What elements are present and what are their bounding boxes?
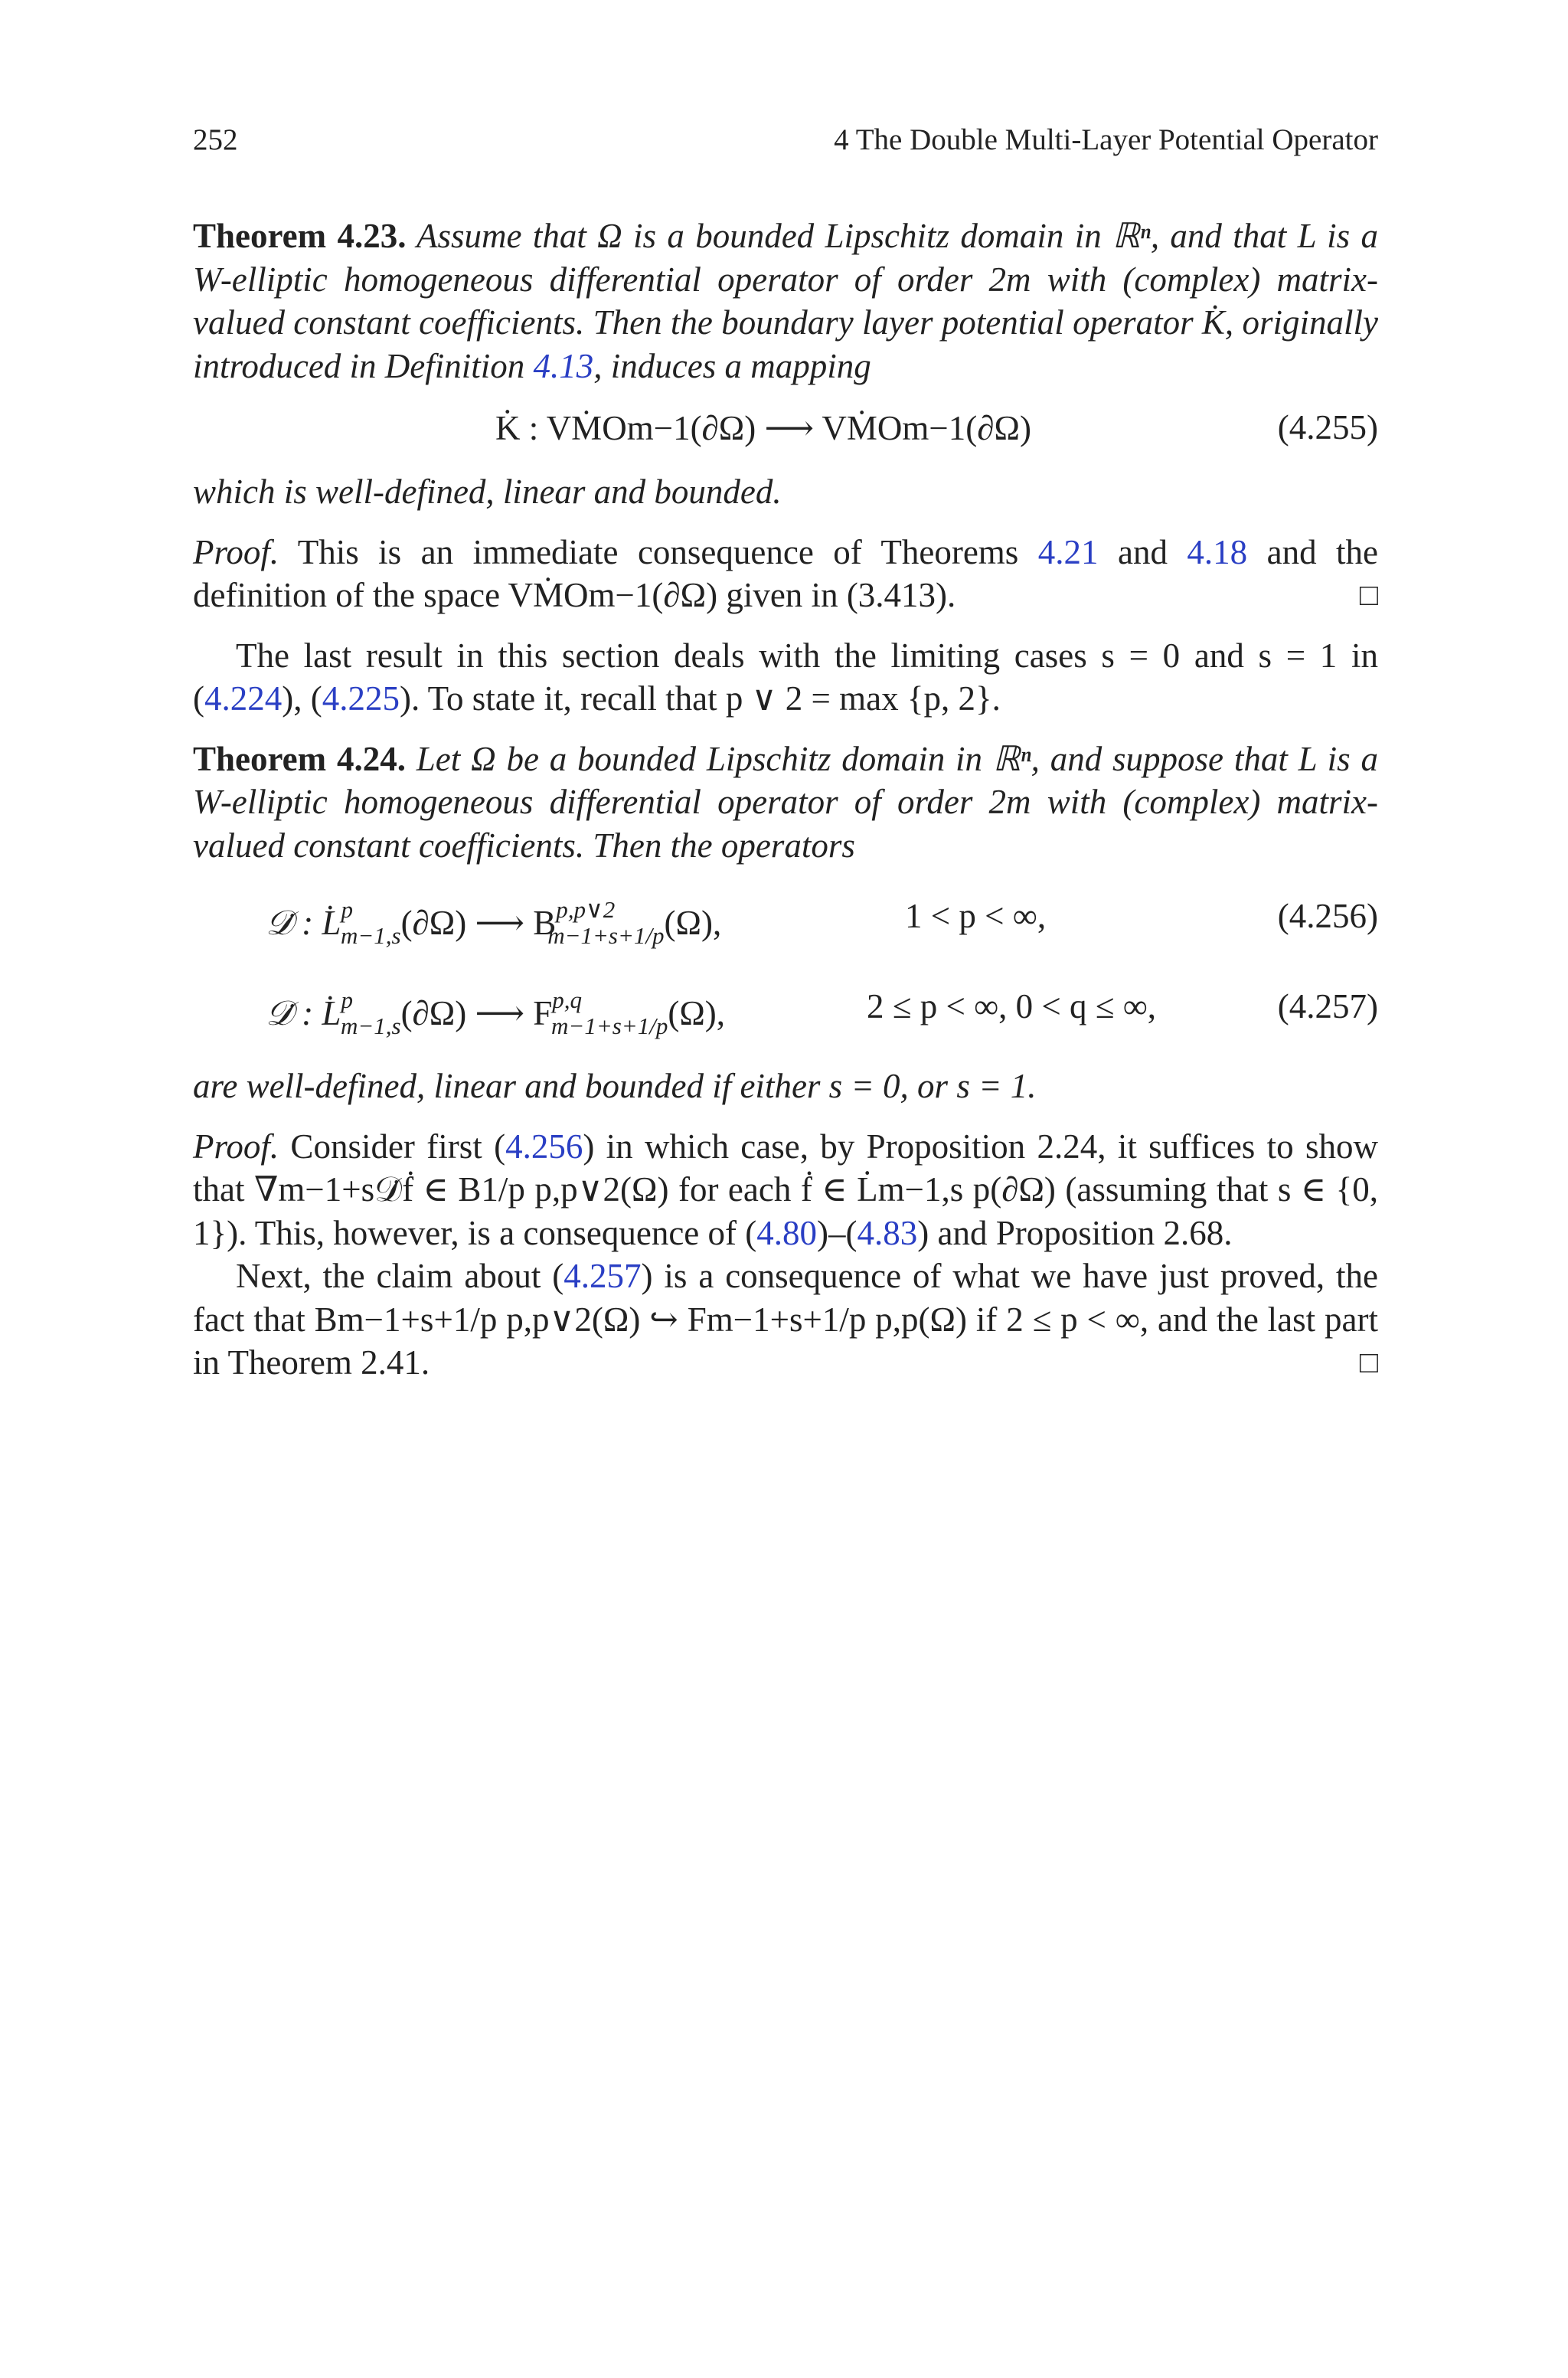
equation-body: K̇ : VṀOm−1(∂Ω) ⟶ VṀOm−1(∂Ω) bbox=[495, 409, 1031, 447]
proof-label: Proof. bbox=[193, 1127, 279, 1166]
paragraph-text: ), ( bbox=[282, 679, 322, 718]
proof-text: and bbox=[1098, 532, 1187, 571]
paragraph-text: ) is a consequence of what we have just proved, the fact that Bm−1+s+1/p p,p∨2(Ω) ↪ Fm−1+s+1/p p,p(Ω) if 2 ≤ p < ∞, and the last part in Theorem 2.41. bbox=[193, 1257, 1378, 1382]
equation-number: (4.256) bbox=[1277, 897, 1378, 935]
theorem-text: Assume that Ω is a bounded Lipschitz domain in ℝⁿ, and that L is a W-elliptic homogeneous differential operator of order 2m with (complex) matrix-valued constant coefficients. Then the boundary layer potential operator K̇, originally introduced in Definition bbox=[193, 217, 1378, 385]
equation-sup: p,p∨2 bbox=[556, 896, 616, 923]
equation-4-256 bbox=[193, 881, 1378, 971]
definition-link[interactable]: 4.13 bbox=[533, 346, 594, 385]
paragraph-text: The last result in this section deals with the limiting cases s = 0 and s = 1 in ( bbox=[193, 636, 1378, 718]
equation-sub: m−1,s bbox=[340, 922, 401, 949]
qed-symbol: □ bbox=[1359, 1345, 1378, 1379]
equation-number: (4.257) bbox=[1277, 987, 1378, 1025]
qed-symbol: □ bbox=[1359, 577, 1378, 612]
theorem-label: Theorem 4.24. bbox=[193, 739, 406, 778]
running-title: 4 The Double Multi-Layer Potential Operator bbox=[834, 123, 1378, 156]
equation-sub: m−1,s bbox=[340, 1012, 401, 1039]
equation-tail: (Ω), bbox=[664, 904, 722, 942]
theorem-4-23 bbox=[193, 214, 1378, 388]
theorem-text-end: , induces a mapping bbox=[593, 346, 871, 385]
next-claim-paragraph bbox=[193, 1254, 1378, 1385]
equation-body bbox=[266, 896, 721, 950]
proof-4-23 bbox=[193, 531, 1378, 617]
proof-4-24 bbox=[193, 1125, 1378, 1255]
equation-sup: p bbox=[341, 986, 353, 1013]
theorem-label: Theorem 4.23. bbox=[193, 217, 407, 255]
proof-text: and the definition of the space VṀOm−1(∂Ω) given in (3.413). bbox=[193, 532, 1379, 614]
paragraph-text: Next, the claim about ( bbox=[236, 1257, 564, 1295]
equation-condition: 2 ≤ p < ∞, 0 < q ≤ ∞, bbox=[867, 987, 1157, 1025]
theorem-4-24-conclusion: are well-defined, linear and bounded if either s = 0, or s = 1. bbox=[193, 1067, 1037, 1105]
equation-condition: 1 < p < ∞, bbox=[905, 897, 1047, 935]
equation-link-4-256[interactable]: 4.256 bbox=[505, 1127, 583, 1166]
equation-link-4-225[interactable]: 4.225 bbox=[322, 679, 400, 718]
page-number: 252 bbox=[193, 123, 238, 156]
theorem-link-4-21[interactable]: 4.21 bbox=[1037, 532, 1099, 571]
equation-link-4-80[interactable]: 4.80 bbox=[756, 1213, 817, 1252]
theorem-text: Let Ω be a bounded Lipschitz domain in ℝⁿ, and suppose that L is a W-elliptic homogeneous differential operator of order 2m with (complex) matrix-valued constant coefficients. Then the operators bbox=[193, 739, 1379, 865]
equation-sub: m−1+s+1/p bbox=[551, 1012, 668, 1039]
equation-lhs: 𝒟̇ : L̇ bbox=[266, 994, 341, 1032]
equation-mid: (∂Ω) ⟶ F bbox=[400, 994, 553, 1032]
equation-sup: p,q bbox=[552, 986, 583, 1013]
equation-body bbox=[266, 986, 725, 1040]
proof-text: This is an immediate consequence of Theorems bbox=[279, 532, 1038, 571]
equation-sub: m−1+s+1/p bbox=[547, 922, 665, 949]
equation-mid: (∂Ω) ⟶ B bbox=[400, 904, 557, 942]
proof-label: Proof. bbox=[193, 532, 279, 571]
theorem-4-24 bbox=[193, 738, 1378, 868]
theorem-4-23-conclusion: which is well-defined, linear and bounded. bbox=[193, 473, 782, 511]
body-text bbox=[193, 214, 1378, 1385]
equation-link-4-224[interactable]: 4.224 bbox=[204, 679, 283, 718]
equation-number: (4.255) bbox=[1277, 408, 1378, 446]
running-header bbox=[193, 123, 1378, 168]
proof-text: )–( bbox=[817, 1213, 858, 1252]
equation-tail: (Ω), bbox=[668, 994, 726, 1032]
equation-lhs: 𝒟̇ : L̇ bbox=[266, 904, 341, 942]
proof-text: ) in which case, by Proposition 2.24, it suffices to show that ∇m−1+s𝒟̇ḟ ∈ B1/p p,p∨2(Ω) for each ḟ ∈ L̇m−1,s p(∂Ω) (assuming that s ∈ {0, 1}). This, however, is a consequence of ( bbox=[193, 1127, 1378, 1252]
equation-4-255 bbox=[193, 397, 1378, 466]
proof-text: ) and Proposition 2.68. bbox=[917, 1213, 1233, 1252]
equation-link-4-83[interactable]: 4.83 bbox=[857, 1213, 918, 1252]
equation-sup: p bbox=[341, 896, 353, 923]
paragraph-text: ). To state it, recall that p ∨ 2 = max {p, 2}. bbox=[399, 679, 1001, 718]
limiting-cases-paragraph bbox=[193, 634, 1378, 721]
equation-link-4-257[interactable]: 4.257 bbox=[564, 1257, 642, 1295]
proof-text: Consider first ( bbox=[279, 1127, 506, 1166]
equation-4-257 bbox=[193, 971, 1378, 1061]
theorem-link-4-18[interactable]: 4.18 bbox=[1187, 532, 1248, 571]
